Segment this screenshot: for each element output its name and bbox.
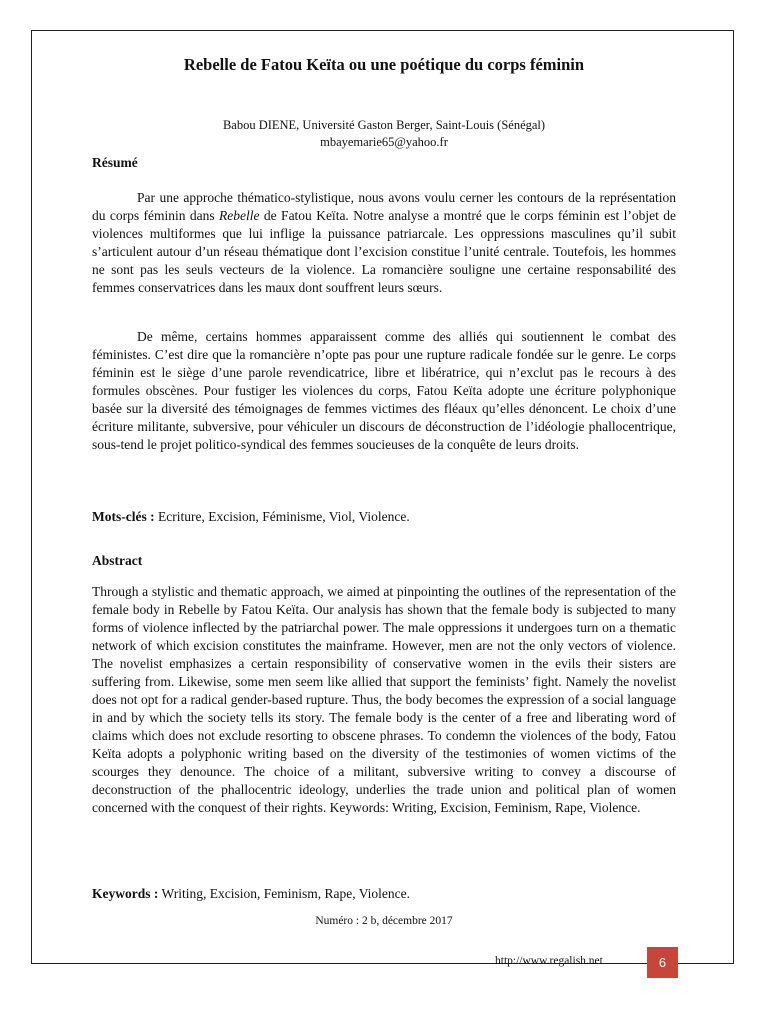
paper-title: Rebelle de Fatou Keïta ou une poétique du corps féminin	[183, 55, 585, 74]
keywords-line	[92, 886, 676, 902]
abstract-paragraph: Through a stylistic and thematic approach, we aimed at pinpointing the outlines of the representation of the female body in Rebelle by Fatou Keïta. Our analysis has shown that the female body is subjected to many forms of violence inflected by the patriarchal power. The male oppressions it undergoes turn on a thematic network of which excision constitutes the mainframe. However, men are not the only vectors of violence. The novelist emphasizes a certain responsibility of conservative women in the evils their sisters are suffering from. Likewise, some men seem like allied that support the feminists’ fight. Namely the novelist does not opt for a radical gender-based rupture. Thus, the body becomes the expression of a social language in and by which the society tells its story. The female body is the center of a free and liberating word of claims which does not exclude resorting to obscene phrases. To condemn the violences of the body, Fatou Keïta adopts a polyphonic writing based on the diversity of the testimonies of women victims of the scourges they denounce. The choice of a militant, subversive writing to convey a discourse of deconstruction of the phallocentric ideology, underlies the trade union and political plan of women concerned with the conquest of their rights. Keywords: Writing, Excision, Feminism, Rape, Violence.	[92, 584, 676, 815]
page-number-badge: 6	[647, 947, 678, 978]
author-affiliation: Babou DIENE, Université Gaston Berger, Saint-Louis (Sénégal)	[222, 118, 546, 132]
resume-heading: Résumé	[92, 155, 138, 170]
keywords-label: Keywords :	[92, 886, 159, 901]
mots-cles-value: Ecriture, Excision, Féminisme, Viol, Violence.	[154, 509, 410, 524]
novel-title-italic: Rebelle	[219, 208, 260, 223]
abstract-heading: Abstract	[92, 553, 143, 568]
keywords-value: Writing, Excision, Feminism, Rape, Violence.	[158, 886, 410, 901]
mots-cles-label: Mots-clés :	[92, 509, 155, 524]
resume-paragraph-2: De même, certains hommes apparaissent comme des alliés qui soutiennent le combat des féministes. C’est dire que la romancière n’opte pas pour une rupture radicale fondée sur le genre. Le corps féminin est le siège d’une parole revendicatrice, libre et libératrice, qui n’exclut pas le recours à des formules obscènes. Pour fustiger les violences du corps, Fatou Keïta adopte une écriture polyphonique basée sur la diversité des témoignages de femmes victimes des fléaux qu’elles dénoncent. Le choix d’une écriture militante, subversive, pour véhiculer un discours de déconstruction de l’idéologie phallocentrique, sous-tend le projet politico-syndical des femmes soucieuses de la conquête de leurs droits.	[92, 329, 676, 452]
resume-p1-part-a: Par une approche thématico-stylistique, nous avons voulu cerner les contours de la représentation du corps féminin dans	[92, 190, 676, 223]
author-email[interactable]: mbayemarie65@yahoo.fr	[320, 135, 448, 149]
resume-p1-part-b: de Fatou Keïta. Notre analyse a montré que le corps féminin est l’objet de violences multiformes que lui inflige la puissance patriarcale. Les oppressions masculines qu’il subit s’articulent autour d’un réseau thématique dont l’excision constitue l’unité centrale. Toutefois, les hommes ne sont pas les seuls vecteurs de la violence. La romancière souligne une certaine responsabilité des femmes conservatrices dans les maux dont souffrent leurs sœurs.	[92, 208, 676, 295]
website-link[interactable]: http://www.regalish.net	[495, 955, 603, 967]
issue-number: Numéro : 2 b, décembre 2017	[315, 915, 453, 927]
mots-cles-line	[92, 509, 676, 525]
resume-paragraph-1	[92, 189, 676, 297]
